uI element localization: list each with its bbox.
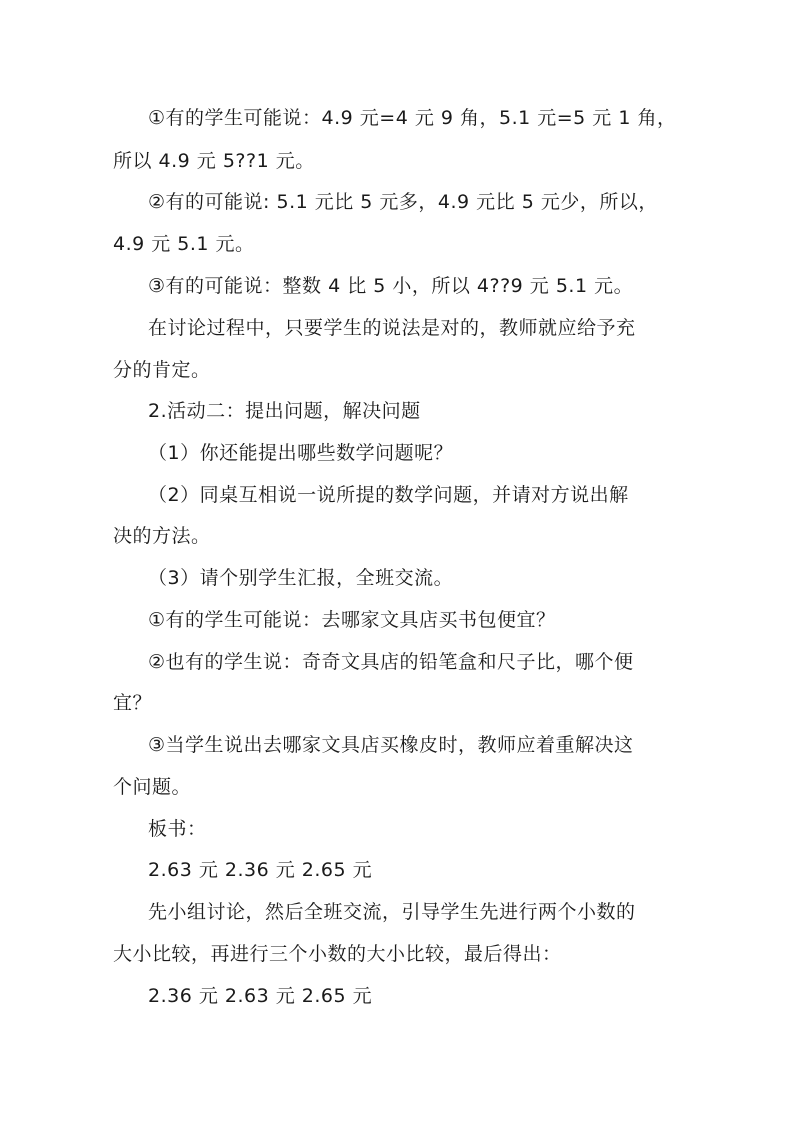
section-heading: 2.活动二：提出问题，解决问题	[148, 400, 421, 422]
paragraph-line: 分的肯定。	[113, 359, 211, 381]
paragraph-line: 在讨论过程中，只要学生的说法是对的，教师就应给予充	[148, 317, 636, 339]
paragraph-line: 宜？	[113, 692, 153, 714]
result-values: 2.36 元 2.63 元 2.65 元	[148, 985, 373, 1007]
paragraph-line: 先小组讨论，然后全班交流，引导学生先进行两个小数的	[148, 901, 636, 923]
paragraph-line: ③当学生说出去哪家文具店买橡皮时，教师应着重解决这	[148, 734, 634, 756]
paragraph-line: 个问题。	[113, 776, 192, 798]
paragraph-line: 决的方法。	[113, 525, 211, 547]
paragraph-line: ①有的学生可能说：4.9 元=4 元 9 角，5.1 元=5 元 1 角，	[148, 107, 677, 129]
paragraph-line: ③有的可能说：整数 4 比 5 小，所以 4??9 元 5.1 元。	[148, 275, 634, 297]
paragraph-line: （1）你还能提出哪些数学问题呢？	[148, 442, 454, 464]
paragraph-line: （3）请个别学生汇报，全班交流。	[148, 567, 454, 589]
paragraph-line: ②也有的学生说：奇奇文具店的铅笔盒和尺子比，哪个便	[148, 651, 634, 673]
paragraph-line: 所以 4.9 元 5??1 元。	[113, 150, 315, 172]
paragraph-line: 大小比较，再进行三个小数的大小比较，最后得出：	[113, 943, 562, 965]
paragraph-line: ①有的学生可能说：去哪家文具店买书包便宜？	[148, 609, 556, 631]
paragraph-line: （2）同桌互相说一说所提的数学问题，并请对方说出解	[148, 484, 629, 506]
paragraph-line: 4.9 元 5.1 元。	[113, 233, 255, 255]
board-values: 2.63 元 2.36 元 2.65 元	[148, 859, 373, 881]
paragraph-line: ②有的可能说: 5.1 元比 5 元多，4.9 元比 5 元少，所以，	[148, 191, 658, 213]
board-label: 板书：	[148, 818, 207, 840]
